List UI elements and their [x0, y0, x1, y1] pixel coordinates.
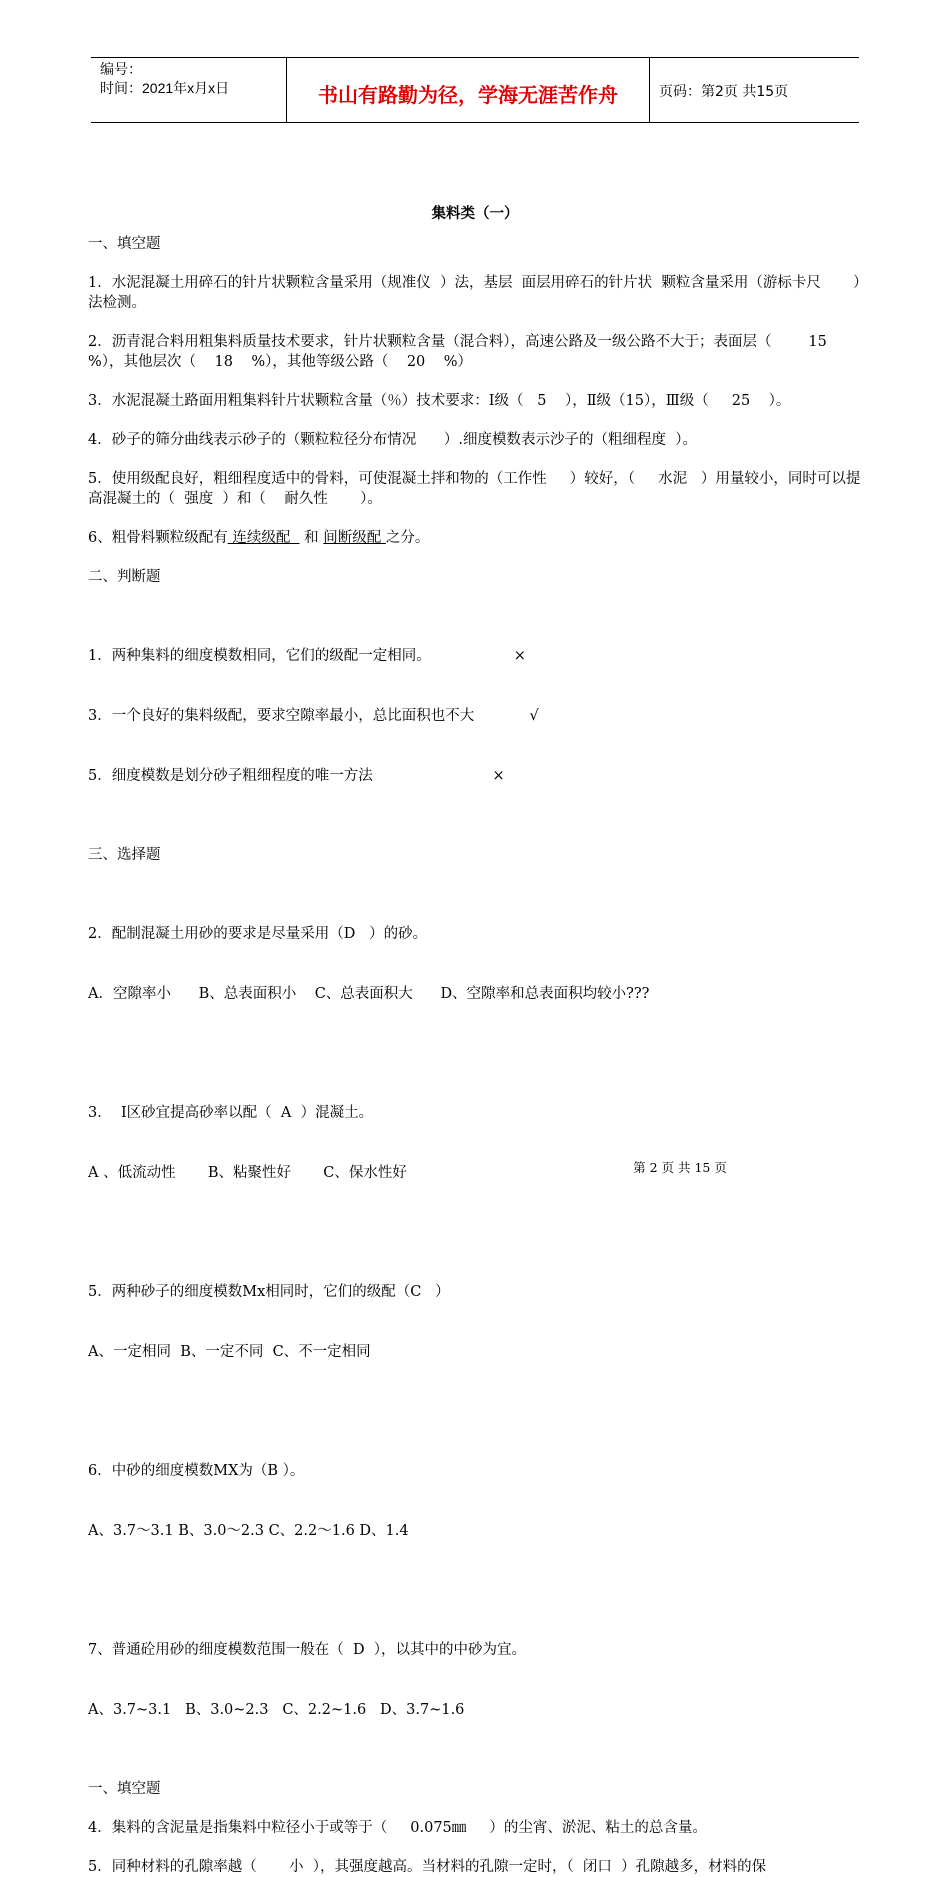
question-options: A、3.7~3.1 B、3.0~2.3 C、2.2~1.6 D、3.7~1.6	[88, 1702, 465, 1718]
question-options: A．空隙率小 B、总表面积小 C、总表面积大 D、空隙率和总表面积均较小???	[88, 986, 650, 1002]
question-stem: 2．配制混凝土用砂的要求是尽量采用（D ）的砂。	[88, 926, 428, 942]
fill-question-5: 5．使用级配良好，粗细程度适中的骨料，可使混凝土拌和物的（工作性 ）较好，（ 水泥 ）用量较小，同时可以提高混凝土的（ 强度 ）和（ 耐久性 ）。	[88, 471, 861, 507]
choice-question-7	[88, 1600, 868, 1760]
section-heading-fill: 一、填空题	[88, 236, 161, 252]
question-options: A、3.7～3.1 B、3.0～2.3 C、2.2～1.6 D、1.4	[88, 1523, 409, 1539]
number-label: 编号：	[100, 61, 142, 77]
fill-question-3: 3．水泥混凝土路面用粗集料针片状颗粒含量（％）技术要求：Ⅰ级（ 5 ），Ⅱ级（15），Ⅲ级（ 25 ）。	[88, 393, 791, 409]
choice-question-5	[88, 1242, 868, 1402]
fill-question-1: 1．水泥混凝土用碎石的针片状颗粒含量采用（规准仪 ）法，基层 面层用碎石的针片状 颗粒含量采用（游标卡尺 ）法检测。	[88, 275, 868, 311]
section-heading-fill-2: 一、填空题	[88, 1781, 161, 1797]
judge-line: 5．细度模数是划分砂子粗细程度的唯一方法 ×	[88, 768, 505, 784]
fill-question-2: 2．沥青混合料用粗集料质量技术要求，针片状颗粒含量（混合料），高速公路及一级公路不大于；表面层（ 15 %），其他层次（ 18 %），其他等级公路（ 20 %）	[88, 334, 837, 370]
question-stem: 3． I区砂宜提高砂率以配（ A ）混凝土。	[88, 1105, 374, 1121]
q6-answer-1: 连续级配	[227, 530, 300, 546]
time-label: 时间：2021年x月x日	[100, 80, 230, 96]
judge-line: 1．两种集料的细度模数相同，它们的级配一定相同。 ×	[88, 648, 526, 664]
header-meta	[100, 60, 229, 98]
q6-answer-2: 间断级配	[323, 530, 386, 546]
fill2-question-5: 5．同种材料的孔隙率越（ 小 ），其强度越高。当材料的孔隙一定时，（ 闭口 ）孔隙越多，材料的保	[88, 1859, 767, 1875]
section-heading-judge: 二、判断题	[88, 569, 161, 585]
judge-line: 3．一个良好的集料级配，要求空隙率最小，总比面积也不大 √	[88, 708, 539, 724]
q6-mid: 和	[299, 530, 324, 546]
q6-suffix: 之分。	[385, 530, 430, 546]
question-stem: 6．中砂的细度模数MX为（B ）。	[88, 1463, 305, 1479]
fill2-question-4: 4．集料的含泥量是指集料中粒径小于或等于（ 0.075㎜ ）的尘宵、淤泥、粘土的总含量。	[88, 1820, 707, 1836]
question-stem: 5．两种砂子的细度模数Mx相同时，它们的级配（C ）	[88, 1284, 450, 1300]
header-top-rule	[91, 57, 859, 58]
q6-prefix: 6、粗骨料颗粒级配有	[88, 530, 228, 546]
question-stem: 7、普通砼用砂的细度模数范围一般在（ D ），以其中的中砂为宜。	[88, 1642, 527, 1658]
fill-question-4: 4．砂子的筛分曲线表示砂子的（颗粒粒径分布情况 ）.细度模数表示沙子的（粗细程度 ）。	[88, 432, 697, 448]
header-divider-right	[649, 57, 650, 122]
header-page-info: 页码：第2页 共15页	[659, 84, 789, 100]
fill-question-6	[88, 528, 868, 548]
judge-block	[88, 606, 868, 826]
question-options: A、一定相同 B、一定不同 C、不一定相同	[88, 1344, 371, 1360]
document-body	[88, 234, 868, 1896]
header-motto: 书山有路勤为径，学海无涯苦作舟	[318, 83, 618, 107]
page-title: 集料类（一）	[431, 206, 519, 222]
choice-question-3	[88, 1063, 868, 1223]
question-options: A 、低流动性 B、粘聚性好 C、保水性好	[88, 1165, 407, 1181]
choice-question-6	[88, 1421, 868, 1581]
choice-question-2	[88, 884, 868, 1044]
header-divider-left	[286, 57, 287, 122]
page-footer: 第 2 页 共 15 页	[633, 1160, 727, 1175]
section-heading-choice: 三、选择题	[88, 847, 161, 863]
header-bottom-rule	[91, 122, 859, 123]
